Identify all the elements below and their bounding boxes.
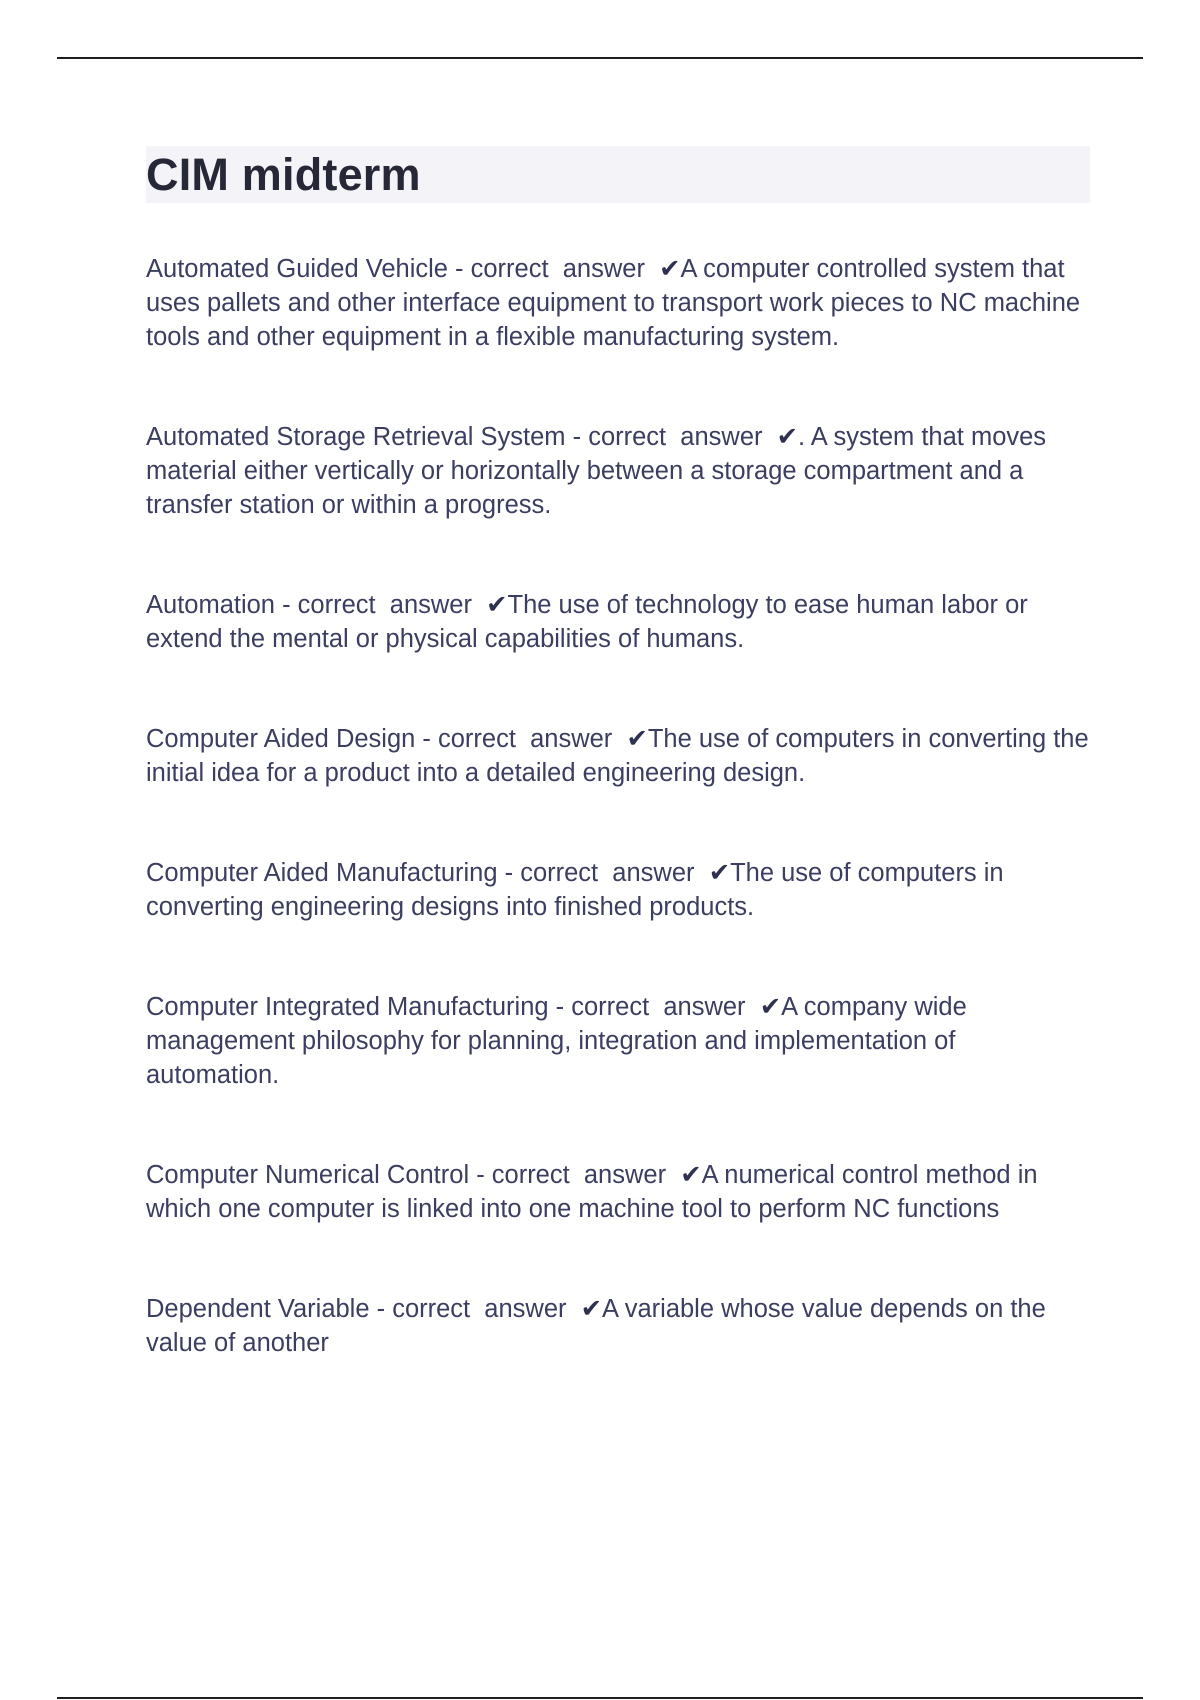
entry-separator: - correct answer xyxy=(497,859,709,887)
entry-term: Automated Guided Vehicle xyxy=(146,255,448,283)
list-item xyxy=(146,252,1090,354)
list-item xyxy=(146,1292,1090,1360)
bottom-rule xyxy=(57,1697,1143,1699)
entry-separator: - correct answer xyxy=(369,1295,581,1323)
entry-term: Computer Integrated Manufacturing xyxy=(146,993,549,1021)
entry-definition: A computer controlled system that uses pallets and other interface equipment to transport work pieces to NC machine tools and other equipment in a flexible manufacturing system. xyxy=(146,255,1088,351)
list-item xyxy=(146,588,1090,656)
entry-separator: - correct answer xyxy=(415,725,627,753)
entry-definition: The use of computers in converting engineering designs into finished products. xyxy=(146,859,1011,921)
list-item xyxy=(146,856,1090,924)
page-title: CIM midterm xyxy=(146,149,421,200)
entry-definition: The use of computers in converting the initial idea for a product into a detailed engineering design. xyxy=(146,725,1096,787)
check-icon: ✔ xyxy=(580,1295,603,1323)
list-item xyxy=(146,990,1090,1092)
document-body xyxy=(146,146,1096,1426)
entry-definition: A variable whose value depends on the value of another xyxy=(146,1295,1053,1357)
list-item xyxy=(146,420,1090,522)
entry-term: Computer Aided Manufacturing xyxy=(146,859,498,887)
entry-term: Automated Storage Retrieval System xyxy=(146,423,566,451)
check-icon: ✔ xyxy=(486,591,508,619)
check-icon: ✔ xyxy=(759,993,782,1021)
entry-separator: - correct answer xyxy=(447,255,660,283)
check-icon: ✔ xyxy=(680,1161,702,1189)
entry-separator: - correct answer xyxy=(275,591,487,619)
entry-term: Dependent Variable xyxy=(146,1295,370,1323)
entry-definition: A numerical control method in which one computer is linked into one machine tool to perform NC functions xyxy=(146,1161,1045,1223)
entry-definition: A company wide management philosophy for planning, integration and implementation of automation. xyxy=(146,993,974,1089)
check-icon: ✔ xyxy=(626,725,648,753)
entry-definition: The use of technology to ease human labor or extend the mental or physical capabilities of humans. xyxy=(146,591,1035,653)
entry-separator: - correct answer xyxy=(548,993,760,1021)
list-item xyxy=(146,1158,1090,1226)
entry-term: Computer Numerical Control xyxy=(146,1161,470,1189)
entry-term: Automation xyxy=(146,591,275,619)
entry-definition: . A system that moves material either vertically or horizontally between a storage compartment and a transfer station or within a progress. xyxy=(146,423,1054,519)
title-bar xyxy=(146,146,1090,203)
entry-separator: - correct answer xyxy=(469,1161,681,1189)
check-icon: ✔ xyxy=(776,423,799,451)
check-icon: ✔ xyxy=(659,255,681,283)
check-icon: ✔ xyxy=(708,859,731,887)
entry-separator: - correct answer xyxy=(565,423,777,451)
entry-list xyxy=(146,252,1096,1360)
entry-term: Computer Aided Design xyxy=(146,725,416,753)
list-item xyxy=(146,722,1096,790)
top-rule xyxy=(57,57,1143,59)
